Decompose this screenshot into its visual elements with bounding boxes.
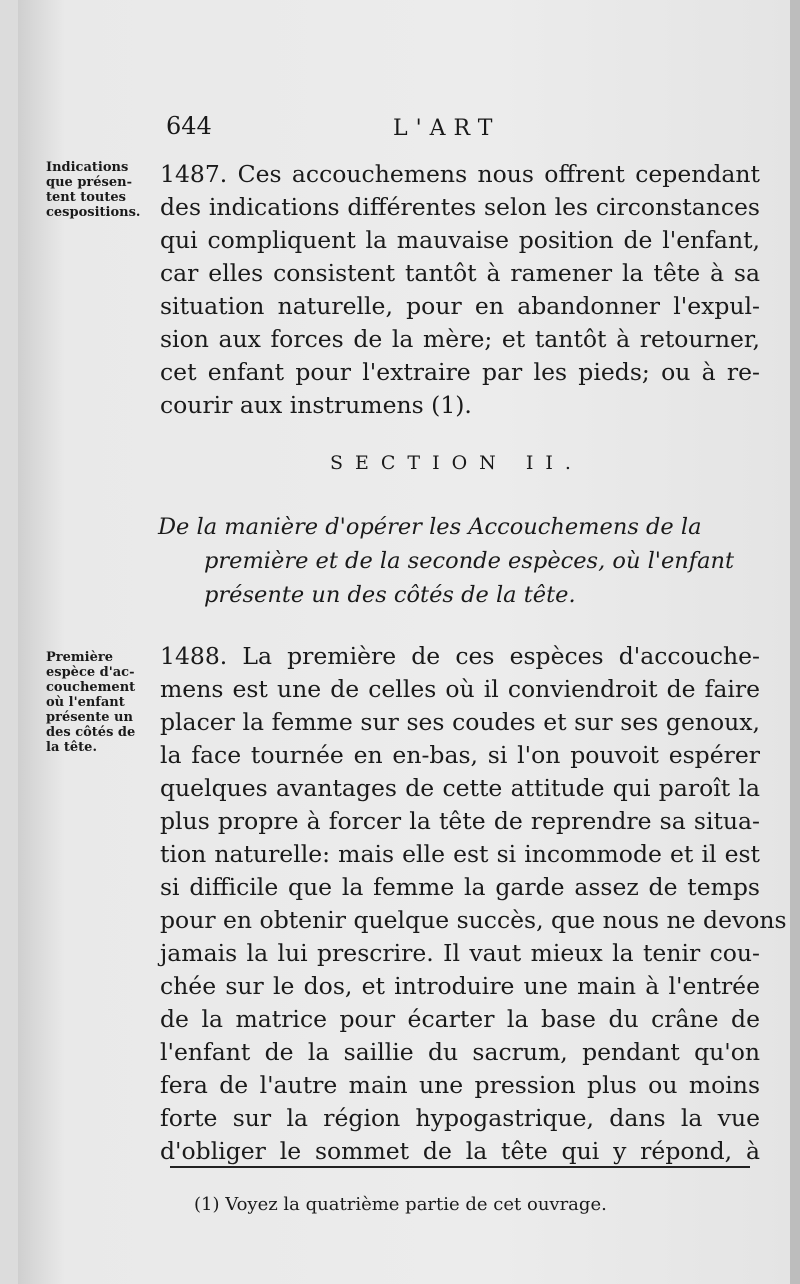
section-subtitle [158, 510, 768, 612]
margin-note-indications [46, 160, 164, 220]
text-line: cet enfant pour l'extraire par les pieds; ou à re- [160, 358, 760, 386]
margin-note-line: où l'enfant [46, 695, 125, 710]
book-page [18, 0, 800, 1284]
paragraph-1487 [160, 158, 760, 422]
footnote: (1) Voyez la quatrième partie de cet ouvrage. [194, 1194, 607, 1215]
text-line: d'obliger le sommet de la tête qui y répond, à [160, 1137, 760, 1165]
text-line: pour en obtenir quelque succès, que nous ne devons [160, 906, 787, 934]
subtitle-line: présente un des côtés de la tête. [204, 582, 576, 608]
margin-note-line: couchement [46, 680, 136, 695]
page-header [18, 112, 800, 152]
margin-note-line: Indications [46, 160, 129, 175]
text-line: 1488. La première de ces espèces d'accouche- [160, 642, 760, 670]
subtitle-line: De la manière d'opérer les Accouchemens de la [158, 514, 702, 540]
text-line: fera de l'autre main une pression plus ou moins [160, 1071, 760, 1099]
subtitle-line: première et de la seconde espèces, où l'enfant [204, 548, 735, 574]
margin-note-premiere-espece [46, 650, 164, 755]
text-line: de la matrice pour écarter la base du crâne de [160, 1005, 760, 1033]
text-line: sion aux forces de la mère; et tantôt à retourner, [160, 325, 760, 353]
margin-note-line: la tête. [46, 740, 97, 755]
running-title: L'ART [393, 116, 501, 141]
margin-note-line: tent toutes [46, 190, 126, 205]
page-number: 644 [166, 112, 212, 140]
text-line: courir aux instrumens (1). [160, 391, 472, 419]
text-line: l'enfant de la saillie du sacrum, pendant qu'on [160, 1038, 760, 1066]
text-line: des indications différentes selon les circonstances [160, 193, 760, 221]
margin-note-line: Première [46, 650, 113, 665]
page-edge [790, 0, 800, 1284]
text-line: placer la femme sur ses coudes et sur ses genoux, [160, 708, 760, 736]
paragraph-1488 [160, 640, 787, 1168]
text-line: 1487. Ces accouchemens nous offrent cependant [160, 160, 760, 188]
text-line: situation naturelle, pour en abandonner l'expul- [160, 292, 760, 320]
section-heading: SECTION II. [330, 452, 583, 474]
text-line: tion naturelle: mais elle est si incommode et il est [160, 840, 760, 868]
text-line: forte sur la région hypogastrique, dans la vue [160, 1104, 760, 1132]
text-line: quelques avantages de cette attitude qui paroît la [160, 774, 760, 802]
margin-note-line: cespositions. [46, 205, 141, 220]
text-line: jamais la lui prescrire. Il vaut mieux la tenir cou- [160, 939, 760, 967]
text-line: qui compliquent la mauvaise position de l'enfant, [160, 226, 760, 254]
text-line: chée sur le dos, et introduire une main à l'entrée [160, 972, 760, 1000]
text-line: si difficile que la femme la garde assez de temps [160, 873, 760, 901]
margin-note-line: présente un [46, 710, 133, 725]
text-line: plus propre à forcer la tête de reprendre sa situa- [160, 807, 760, 835]
text-line: car elles consistent tantôt à ramener la tête à sa [160, 259, 760, 287]
margin-note-line: que présen- [46, 175, 132, 190]
text-line: mens est une de celles où il conviendroit de faire [160, 675, 760, 703]
footnote-rule [170, 1166, 750, 1168]
margin-note-line: espèce d'ac- [46, 665, 135, 680]
text-line: la face tournée en en-bas, si l'on pouvoit espérer [160, 741, 760, 769]
margin-note-line: des côtés de [46, 725, 136, 740]
